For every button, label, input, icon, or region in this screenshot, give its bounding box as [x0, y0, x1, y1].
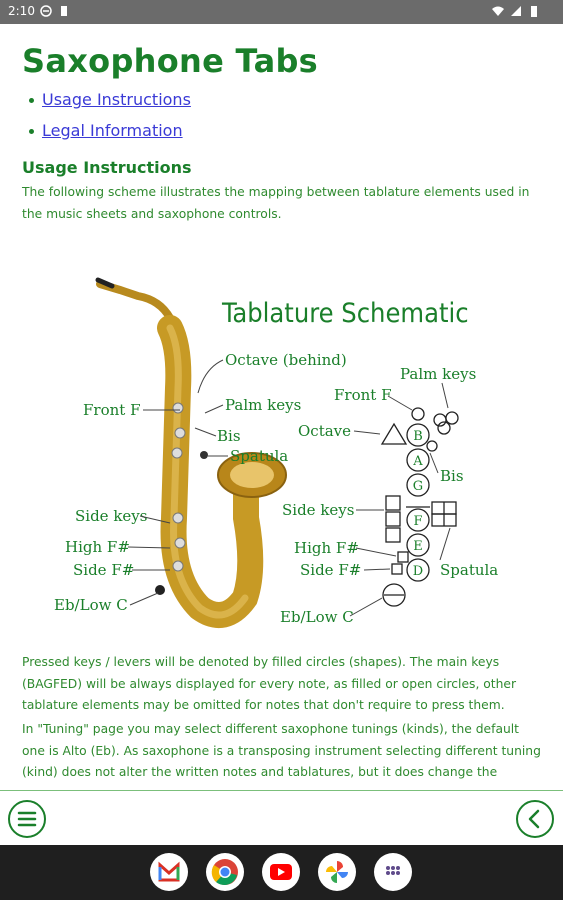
photos-app[interactable]	[318, 853, 356, 891]
gmail-icon	[150, 853, 188, 891]
figure-title: Tablature Schematic	[222, 298, 469, 329]
note-b: B	[413, 429, 423, 444]
note-e: E	[413, 539, 423, 554]
sd-card-icon	[58, 5, 70, 17]
youtube-icon	[262, 853, 300, 891]
note-a: A	[413, 454, 423, 469]
app-dock	[0, 845, 563, 900]
section-title: Usage Instructions	[22, 158, 192, 177]
label-bis-sax: Bis	[217, 427, 241, 445]
page-title: Saxophone Tabs	[22, 42, 319, 80]
label-side-fsharp-tab: Side F#	[300, 561, 362, 579]
tuning-paragraph: In "Tuning" page you may select different saxophone tunings (kinds), the default one is Alto (Eb). As saxophone is a transposing instrument selecting different tuning (kind) does not alter the written notes and tablatures, but it does change the	[22, 722, 541, 779]
label-palm-keys-tab: Palm keys	[400, 365, 477, 383]
pressed-keys-paragraph: Pressed keys / levers will be denoted by filled circles (shapes). The main keys (BAGFED) will be always displayed for every note, as filled or open circles, other tablature elements may be omitted for notes that don't require to press them.	[22, 655, 517, 712]
status-bar	[0, 0, 563, 24]
label-eb-lowc-sax: Eb/Low C	[54, 596, 128, 614]
web-content	[0, 24, 563, 790]
label-front-f-sax: Front F	[83, 401, 141, 419]
app-drawer-icon	[374, 853, 412, 891]
label-side-keys-tab: Side keys	[282, 501, 355, 519]
dnd-icon	[40, 5, 52, 17]
menu-icon	[10, 802, 44, 836]
label-side-fsharp-sax: Side F#	[73, 561, 135, 579]
note-f: F	[413, 514, 423, 529]
label-octave-tab: Octave	[298, 422, 352, 440]
label-high-fsharp-sax: High F#	[65, 538, 130, 556]
label-high-fsharp-tab: High F#	[294, 539, 359, 557]
battery-icon	[530, 5, 538, 17]
menu-button[interactable]	[8, 800, 46, 838]
note-g: G	[412, 479, 424, 494]
toc-link-usage[interactable]: Usage Instructions	[42, 90, 191, 109]
app-drawer[interactable]	[374, 853, 412, 891]
gmail-app[interactable]	[150, 853, 188, 891]
wifi-icon	[492, 5, 504, 17]
status-time: 2:10	[8, 4, 35, 18]
label-side-keys-sax: Side keys	[75, 507, 148, 525]
label-bis-tab: Bis	[440, 467, 464, 485]
label-eb-lowc-tab: Eb/Low C	[280, 608, 354, 626]
back-chevron-icon	[518, 802, 552, 836]
label-palm-keys-sax: Palm keys	[225, 396, 302, 414]
photos-icon	[318, 853, 356, 891]
back-button[interactable]	[516, 800, 554, 838]
toc-item	[22, 90, 191, 121]
chrome-icon	[206, 853, 244, 891]
label-spatula-tab: Spatula	[440, 561, 499, 579]
toc-link-legal[interactable]: Legal Information	[42, 121, 183, 140]
label-octave-behind: Octave (behind)	[225, 351, 347, 369]
label-front-f-tab: Front F	[334, 386, 392, 404]
intro-paragraph: The following scheme illustrates the mapping between tablature elements used in the music sheets and saxophone controls.	[22, 185, 530, 221]
toc-item	[22, 121, 191, 152]
note-d: D	[412, 564, 424, 579]
tablature-schematic-figure	[20, 248, 540, 638]
table-of-contents	[22, 90, 191, 152]
chrome-app[interactable]	[206, 853, 244, 891]
bottom-app-bar	[0, 790, 563, 846]
signal-icon	[510, 5, 522, 17]
label-spatula-sax: Spatula	[230, 447, 289, 465]
youtube-app[interactable]	[262, 853, 300, 891]
